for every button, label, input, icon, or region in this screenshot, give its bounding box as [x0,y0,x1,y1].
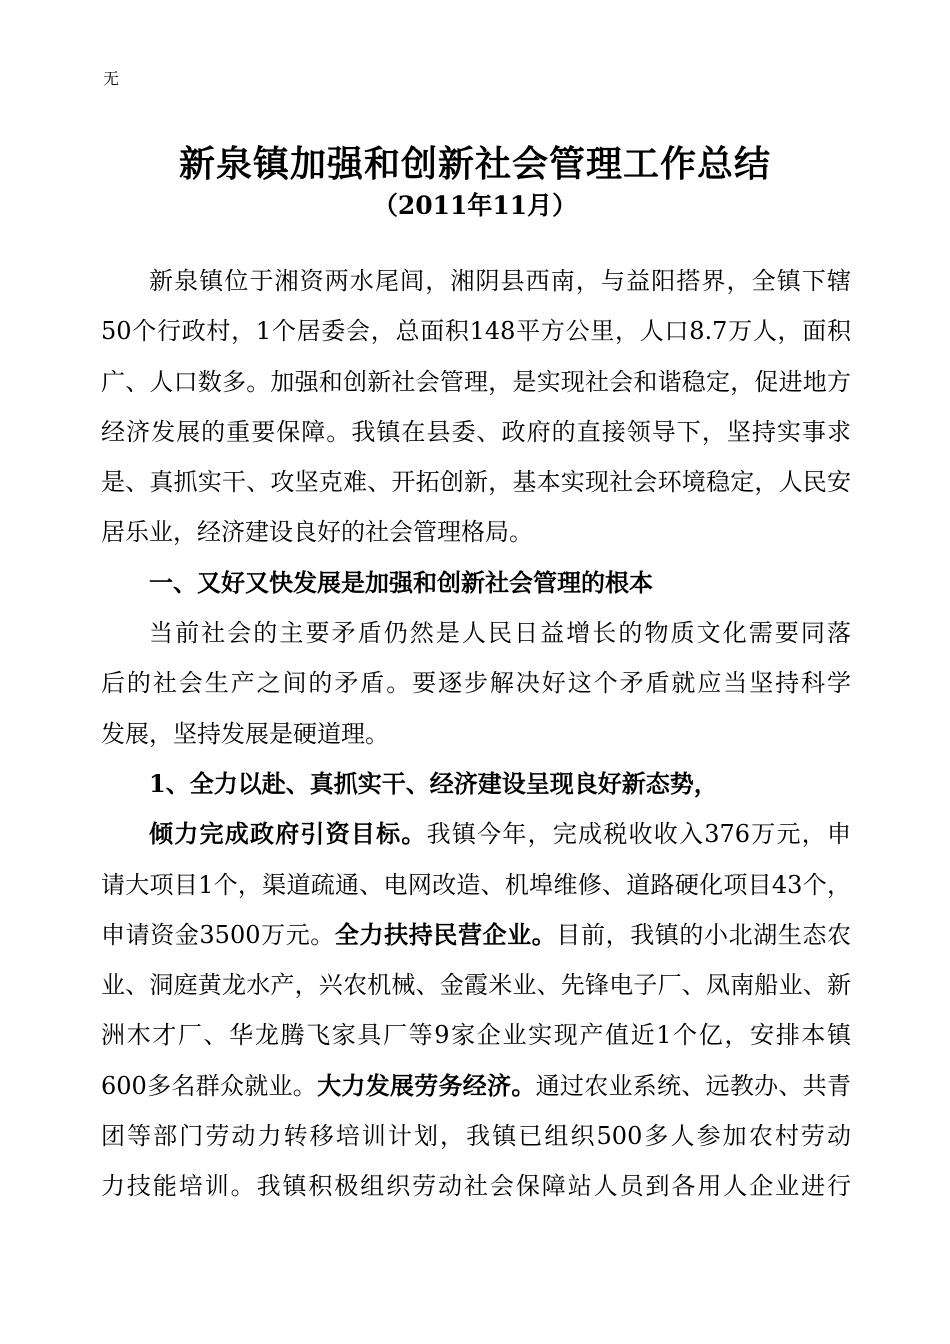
paragraph-line: 团等部门劳动力转移培训计划，我镇已组织500多人参加农村劳动 [101,1122,851,1151]
paragraph-line [101,910,851,960]
paragraph-line: 经济发展的重要保障。我镇在县委、政府的直接领导下，坚持实事求 [101,417,851,446]
bold-lead: 全力扶持民营企业。 [334,919,557,949]
paragraph-line: 居乐业，经济建设良好的社会管理格局。 [101,518,533,547]
line-text: 申请资金3500万元。 [101,920,335,949]
paragraph-line: 后的社会生产之间的矛盾。要逐步解决好这个矛盾就应当坚持科学 [101,669,851,698]
paragraph-line: 请大项目1个，渠道疏通、电网改造、机埠维修、道路硬化项目43个， [101,870,851,899]
line-text: 600多名群众就业。 [101,1071,318,1100]
header-note: 无 [103,69,120,88]
document-body [101,256,851,1212]
paragraph-line: 发展，坚持发展是硬道理。 [101,719,389,748]
paragraph-line: 洲木才厂、华龙腾飞家具厂等9家企业实现产值近1个亿，安排本镇 [101,1021,851,1050]
paragraph-line: 业、洞庭黄龙水产，兴农机械、金霞米业、先锋电子厂、凤南船业、新 [101,971,851,1000]
bold-lead: 倾力完成政府引资目标。 [149,819,427,849]
subsection-heading: 1、全力以赴、真抓实干、经济建设呈现良好新态势， [149,768,718,798]
document-date: （2011年11月） [372,191,578,220]
paragraph-line: 是、真抓实干、攻坚克难、开拓创新，基本实现社会环境稳定，人民安 [101,468,851,497]
bold-lead: 大力发展劳务经济。 [317,1070,536,1100]
paragraph-line: 当前社会的主要矛盾仍然是人民日益增长的物质文化需要同落 [149,619,851,648]
section-heading: 一、又好又快发展是加强和创新社会管理的根本 [149,567,653,597]
paragraph-line: 50个行政村，1个居委会，总面积148平方公里，人口8.7万人，面积 [101,317,851,346]
paragraph-line [101,1061,851,1111]
paragraph-line: 新泉镇位于湘资两水尾闾，湘阴县西南，与益阳搭界，全镇下辖 [149,267,851,295]
paragraph-line [101,809,851,859]
line-text: 我镇今年，完成税收收入376万元，申 [426,820,851,849]
line-text: 目前，我镇的小北湖生态农 [556,920,851,949]
line-text: 通过农业系统、远教办、共青 [535,1071,851,1100]
document-title: 新泉镇加强和创新社会管理工作总结 [178,143,771,185]
paragraph-line: 力技能培训。我镇积极组织劳动社会保障站人员到各用人企业进行 [101,1172,851,1201]
paragraph-line: 广、人口数多。加强和创新社会管理，是实现社会和谐稳定，促进地方 [101,367,851,396]
